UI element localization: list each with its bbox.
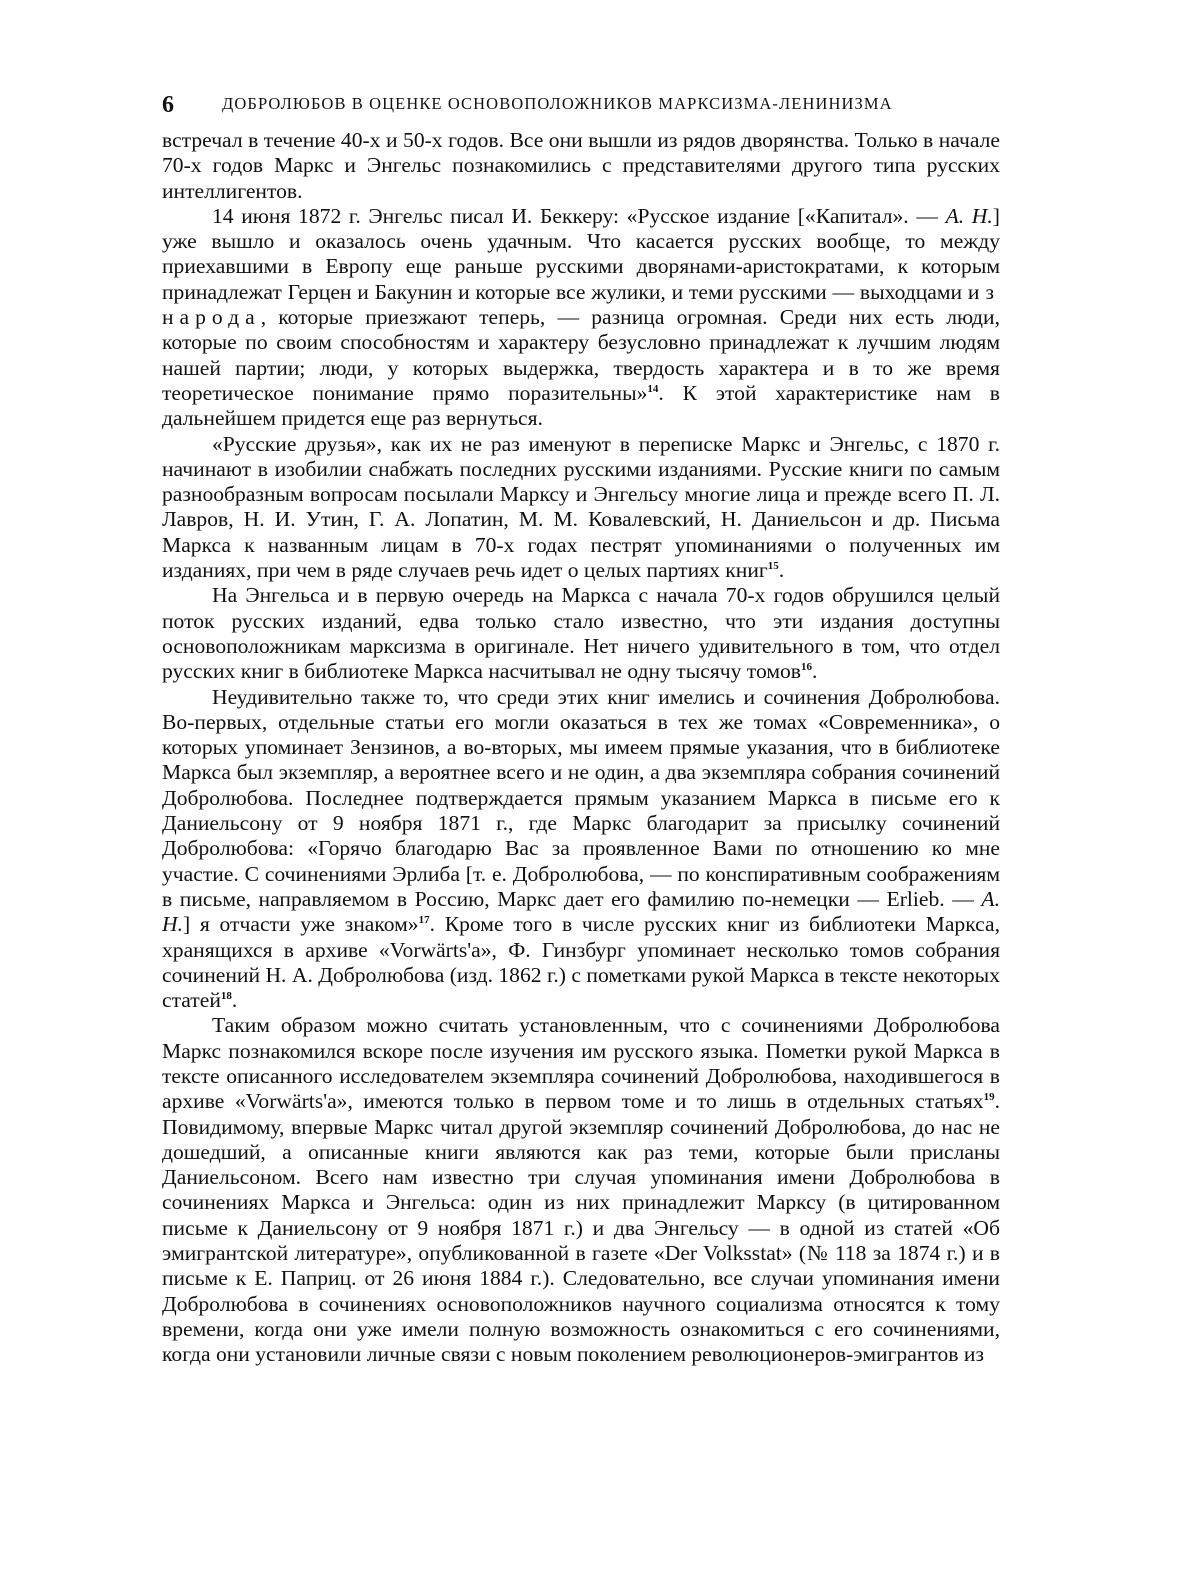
initials-italic: А. Н.: [162, 886, 1000, 937]
paragraph-6: Таким образом можно считать установленным, что с сочинениями Добролюбова Маркс познакомился вскоре после изучения им русского языка. Пометки рукой Маркса в тексте описанного исследователем экземпляра сочинений Добролюбова, находившегося в архиве «Vorwärts'a», имеются только в первом томе и то лишь в отдельных статьях$^{19}$. Повидимому, впервые Маркс читал другой экземпляр сочинений Добролюбова, до нас не дошедший, а описанные книги являются как раз теми, которые были присланы Даниельсоном. Всего нам известно три случая упоминания имени Добролюбова в сочинениях Маркса и Энгельса: один из них принадлежит Марксу (в цитированном письме к Даниельсону от 9 ноября 1871 г.) и два Энгельсу — в одной из статей «Об эмигрантской литературе», опубликованной в газете «Der Volksstat» (№ 118 за 1874 г.) и в письме к Е. Паприц. от 26 июня 1884 г.). Следовательно, все случаи упоминания имени Добролюбова в сочинениях основоположников научного социализма относятся к тому времени, когда они уже имели полную возможность ознакомиться с его сочинениями, когда они установили личные связи с новым поколением революционеров-эмигрантов из: [162, 1013, 1000, 1367]
body-text: [162, 128, 1000, 1368]
paragraph-5: Неудивительно также то, что среди этих книг имелись и сочинения Добролюбова. Во-первых, отдельные статьи его могли оказаться в тех же томах «Современника», о которых упоминает Зензинов, а во-вторых, мы имеем прямые указания, что в библиотеке Маркса был экземпляр, а вероятнее всего и не один, а два экземпляра собрания сочинений Добролюбова. Последнее подтверждается прямым указанием Маркса в письме его к Даниельсону от 9 ноября 1871 г., где Маркс благодарит за присылку сочинений Добролюбова: «Горячо благодарю Вас за проявленное Вами по отношению ко мне участие. С сочинениями Эрлиба [т. е. Добролюбова, — по конспиративным соображениям в письме, направляемом в Россию, Маркс дает его фамилию по-немецки — Erlieb. — А. Н.] я отчасти уже знаком»$^{17}$. Кроме того в числе русских книг из библиотеки Маркса, хранящихся в архиве «Vorwärts'a», Ф. Гинзбург упоминает несколько томов собрания сочинений Н. А. Добролюбова (изд. 1862 г.) с пометками рукой Маркса в тексте некоторых статей$^{18}$.: [162, 684, 1000, 1013]
footnote-ref: 16: [801, 661, 813, 674]
paragraph-1: встречал в течение 40-х и 50-х годов. Все они вышли из рядов дворянства. Только в начале 70-х годов Маркс и Энгельс познакомились с представителями другого типа русских интеллигентов.: [162, 128, 1000, 203]
footnote-ref: 17: [418, 914, 430, 927]
spaced-emphasis: из народа: [162, 279, 1000, 330]
footnote-ref: 14: [647, 382, 659, 395]
footnote-ref: 18: [220, 989, 232, 1002]
paragraph-3: «Русские друзья», как их не раз именуют в переписке Маркс и Энгельс, с 1870 г. начинают в изобилии снабжать последних русскими изданиями. Русские книги по самым разнообразным вопросам посылали Марксу и Энгельсу многие лица и прежде всего П. Л. Лавров, Н. И. Утин, Г. А. Лопатин, М. М. Ковалевский, Н. Даниельсон и др. Письма Маркса к названным лицам в 70-х годах пестрят упоминаниями о полученных им изданиях, при чем в ряде случаев речь идет о целых партиях книг$^{15}$.: [162, 431, 1000, 583]
footnote-ref: 19: [983, 1091, 995, 1104]
paragraph-2: 14 июня 1872 г. Энгельс писал И. Беккеру: «Русское издание [«Капитал». — А. Н.] уже вышло и оказалось очень удачным. Что касается русских вообще, то между приехавшими в Европу еще раньше русскими дворянами-аристократами, к которым принадлежат Герцен и Бакунин и которые все жулики, и теми русскими — выходцами из народа, которые приезжают теперь, — разница огромная. Среди них есть люди, которые по своим способностям и характеру безусловно принадлежат к лучшим людям нашей партии; люди, у которых выдержка, твердость характера и в то же время теоретическое понимание прямо поразительны»$^{14}$. К этой характеристике нам в дальнейшем придется еще раз вернуться.: [162, 203, 1000, 431]
paragraph-4: На Энгельса и в первую очередь на Маркса с начала 70-х годов обрушился целый поток русских изданий, едва только стало известно, что эти издания доступны основоположникам марксизма в оригинале. Нет ничего удивительного в том, что отдел русских книг в библиотеке Маркса насчитывал не одну тысячу томов$^{16}$.: [162, 583, 1000, 684]
running-title: ДОБРОЛЮБОВ В ОЦЕНКЕ ОСНОВОПОЛОЖНИКОВ МАРКСИЗМА-ЛЕНИНИЗМА: [222, 94, 893, 113]
book-page: [162, 84, 1000, 1368]
running-header: [162, 84, 1000, 124]
initials-italic: А. Н.: [945, 203, 993, 228]
page-number: 6: [162, 92, 175, 118]
footnote-ref: 15: [767, 559, 779, 572]
